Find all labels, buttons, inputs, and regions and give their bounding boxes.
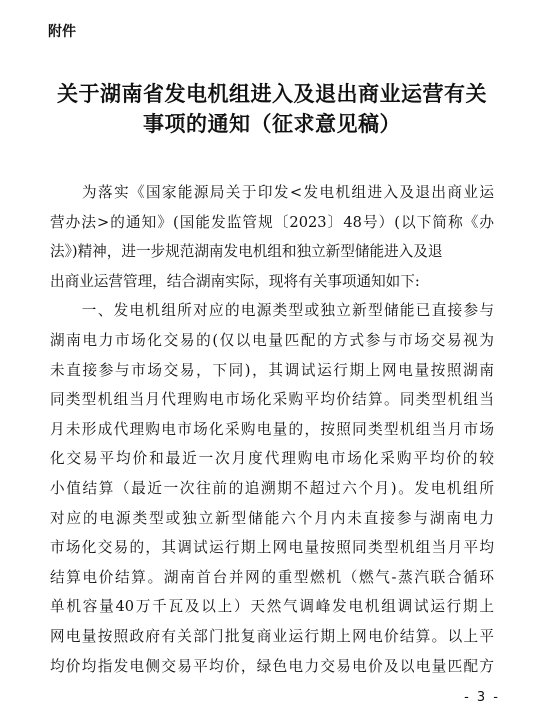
document-body — [50, 178, 494, 681]
body-line: 同类型机组当月代理购电市场化采购平均价结算。同类型机组当 — [50, 391, 494, 409]
body-line: 月未形成代理购电市场化采购电量的，按照同类型机组当月市场 — [50, 420, 494, 438]
document-title-line-2: 事项的通知（征求意见稿） — [143, 111, 401, 136]
body-line: 单机容量40万千瓦及以上）天然气调峰发电机组调试运行期上 — [50, 598, 494, 616]
body-line: 市场化交易的，其调试运行期上网电量按照同类型机组当月平均 — [50, 539, 494, 557]
body-line: 营办法>的通知》(国能发监管规〔2023〕48号）(以下简称《办 — [50, 213, 494, 231]
body-line: 结算电价结算。湖南首台并网的重型燃机（燃气-蒸汽联合循环 — [50, 568, 494, 586]
body-line: 网电量按照政府有关部门批复商业运行期上网电价结算。以上平 — [50, 627, 494, 645]
body-line: 小值结算（最近一次往前的追溯期不超过六个月)。发电机组所 — [50, 479, 494, 497]
body-line: 法》)精神，进一步规范湖南发电机组和独立新型储能进入及退 — [50, 243, 443, 261]
attachment-label: 附件 — [48, 24, 76, 40]
body-line: 未直接参与市场交易，下同)，其调试运行期上网电量按照湖南 — [50, 361, 494, 379]
document-title-line-1: 关于湖南省发电机组进入及退出商业运营有关 — [57, 81, 487, 106]
body-line: 出商业运营管理，结合湖南实际，现将有关事项通知如下: — [50, 272, 420, 290]
body-line: 湖南电力市场化交易的(仅以电量匹配的方式参与市场交易视为 — [50, 331, 494, 349]
body-line: 均价均指发电侧交易平均价，绿色电力交易电价及以电量匹配方 — [50, 657, 494, 675]
body-line: 对应的电源类型或独立新型储能六个月内未直接参与湖南电力 — [50, 509, 494, 527]
body-line: 为落实《国家能源局关于印发<发电机组进入及退出商业运 — [50, 184, 494, 201]
body-line: 一、发电机组所对应的电源类型或独立新型储能已直接参与 — [50, 302, 494, 320]
body-line: 化交易平均价和最近一次月度代理购电市场化采购平均价的较 — [50, 450, 494, 468]
page-number: - 3 - — [464, 690, 500, 705]
